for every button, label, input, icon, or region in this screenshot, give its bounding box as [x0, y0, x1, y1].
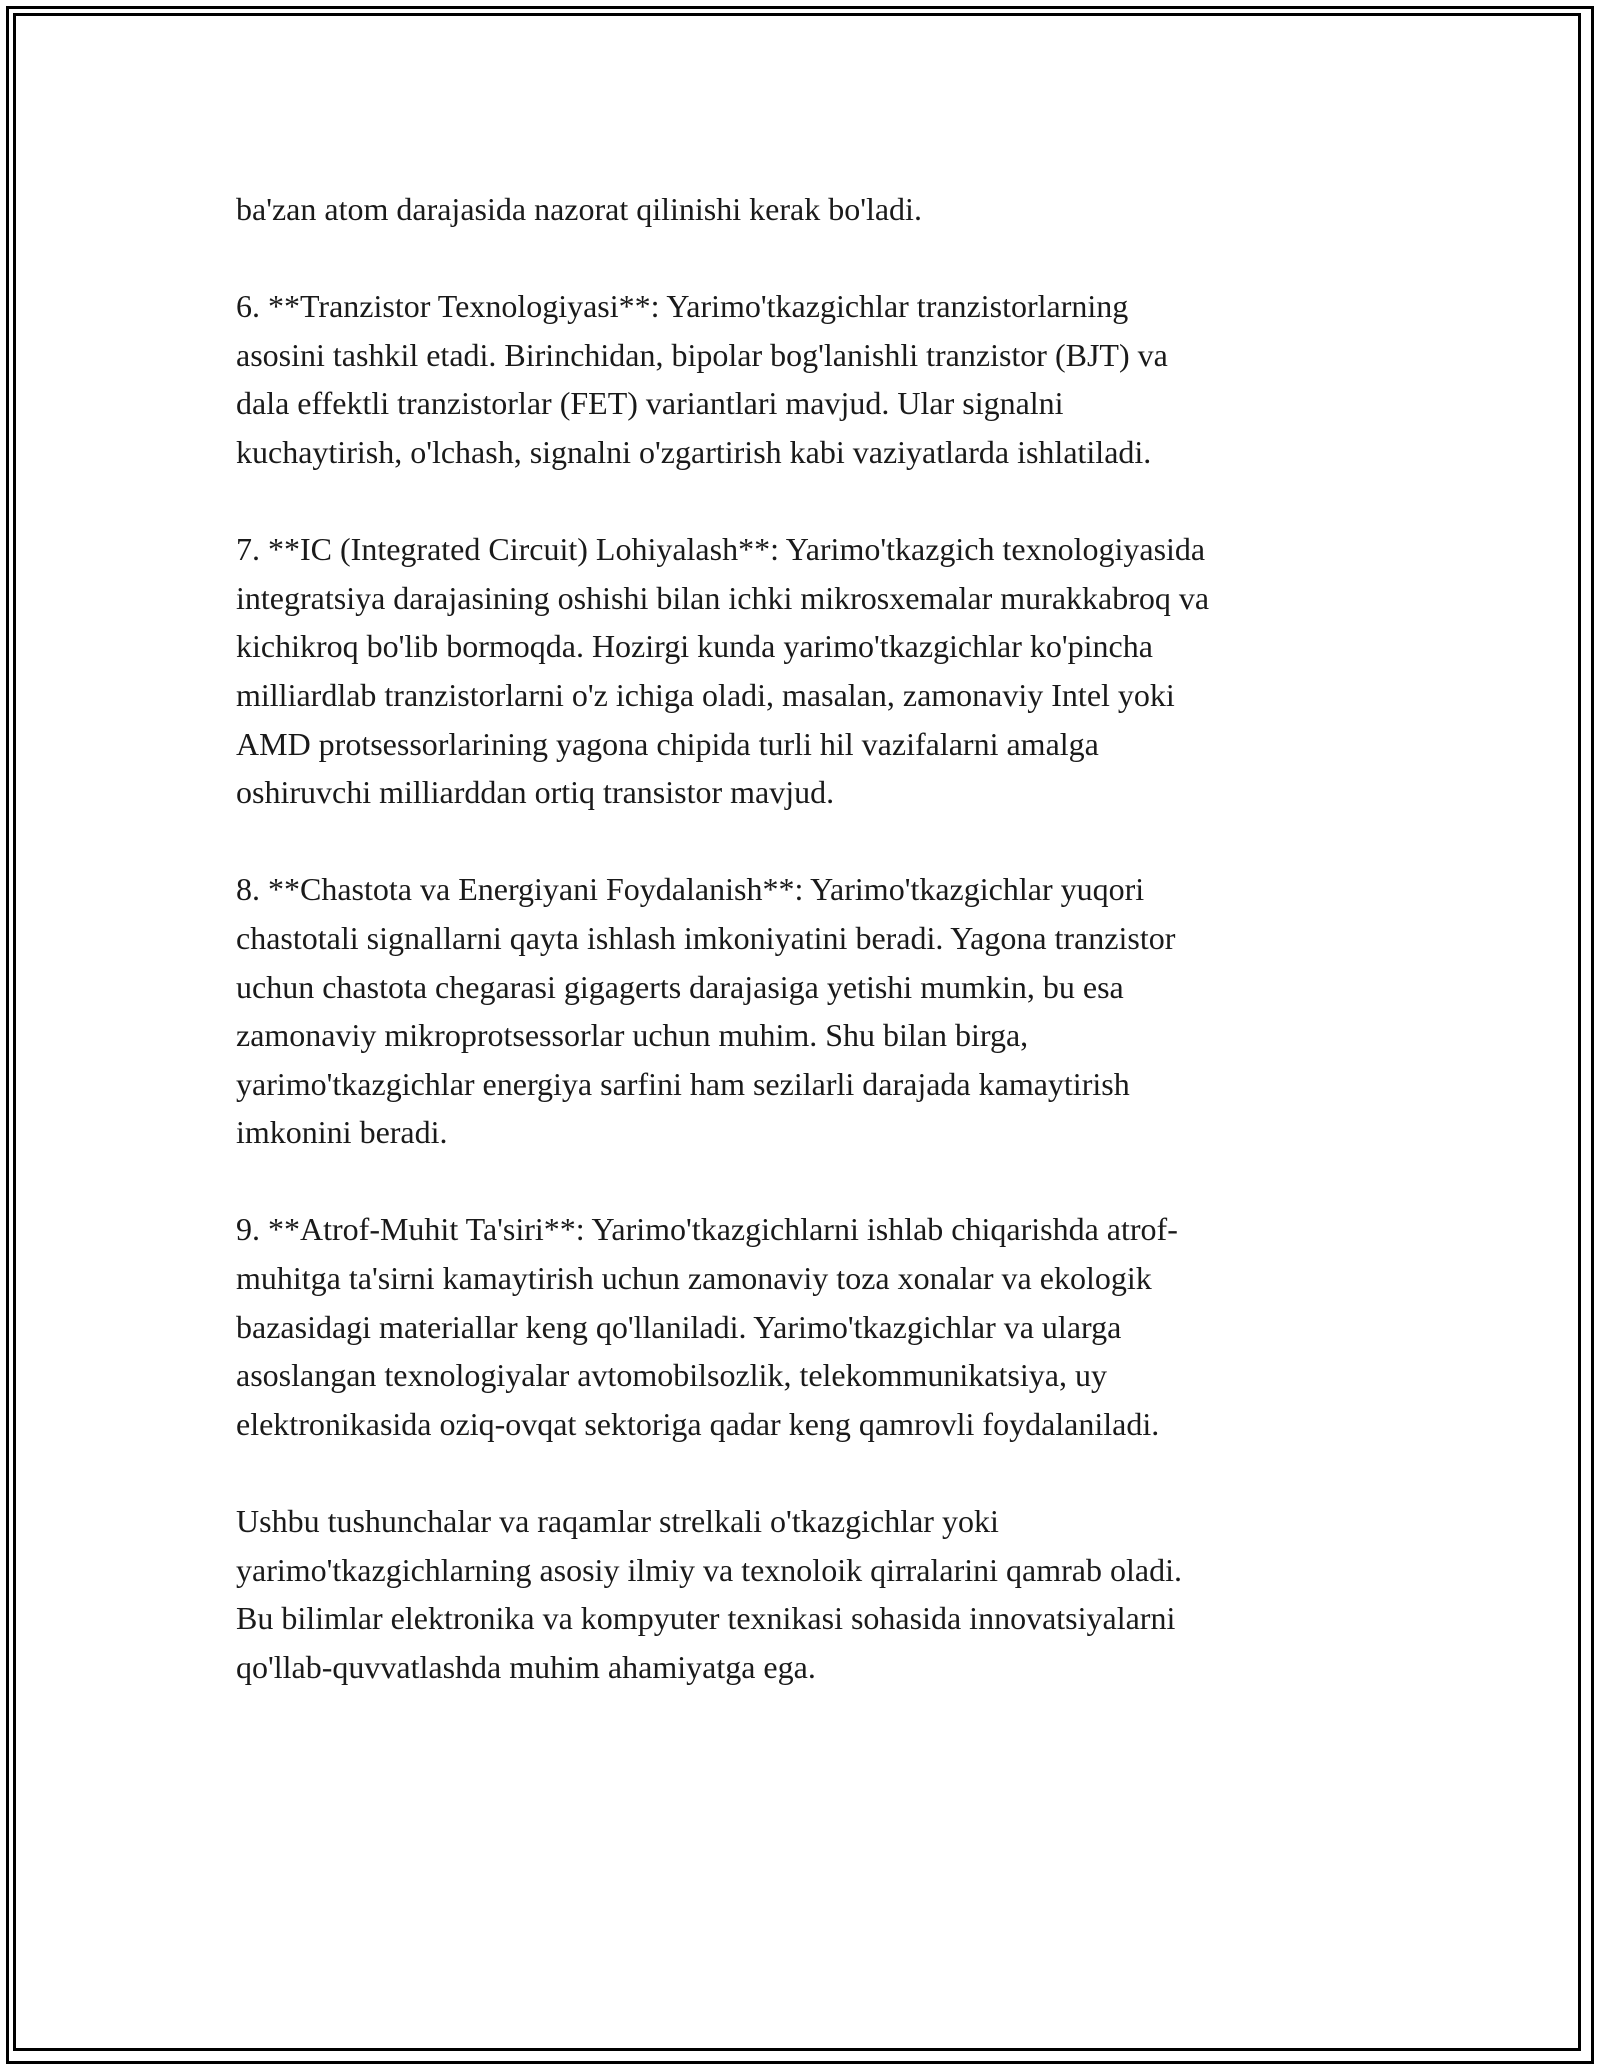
text-line: milliardlab tranzistorlarni o'z ichiga oladi, masalan, zamonaviy Intel yoki [236, 676, 1175, 713]
text-line: ba'zan atom darajasida nazorat qilinishi kerak bo'ladi. [236, 191, 922, 227]
text-line: Bu bilimlar elektronika va kompyuter texnikasi sohasida innovatsiyalarni [236, 1600, 1176, 1637]
text-line: zamonaviy mikroprotsessorlar uchun muhim. Shu bilan birga, [236, 1017, 1029, 1054]
text-line: 7. **IC (Integrated Circuit) Lohiyalash**: Yarimo'tkazgich texnologiyasida [236, 531, 1206, 568]
text-line: asosini tashkil etadi. Birinchidan, bipolar bog'lanishli tranzistor (BJT) va [236, 336, 1168, 373]
text-line: imkonini beradi. [236, 1114, 448, 1151]
text-line: yarimo'tkazgichlarning asosiy ilmiy va texnoloik qirralarini qamrab oladi. [236, 1551, 1182, 1588]
text-line: qo'llab-quvvatlashda muhim ahamiyatga ega. [236, 1648, 816, 1685]
document-body [236, 185, 1366, 1740]
text-line: AMD protsessorlarining yagona chipida turli hil vazifalarni amalga [236, 725, 1099, 762]
text-line: 8. **Chastota va Energiyani Foydalanish**: Yarimo'tkazgichlar yuqori [236, 871, 1145, 908]
text-line: elektronikasida oziq-ovqat sektoriga qadar keng qamrovli foydalaniladi. [236, 1405, 1160, 1442]
text-line: asoslangan texnologiyalar avtomobilsozlik, telekommunikatsiya, uy [236, 1357, 1107, 1394]
text-line: chastotali signallarni qayta ishlash imkoniyatini beradi. Yagona tranzistor [236, 919, 1176, 956]
text-line: dala effektli tranzistorlar (FET) variantlari mavjud. Ular signalni [236, 385, 1064, 422]
paragraph-atrof-muhit [236, 1205, 1366, 1448]
text-line: kuchaytirish, o'lchash, signalni o'zgartirish kabi vaziyatlarda ishlatiladi. [236, 433, 1152, 470]
text-line: yarimo'tkazgichlar energiya sarfini ham sezilarli darajada kamaytirish [236, 1065, 1130, 1102]
paragraph-continuation [236, 185, 1366, 234]
text-line: 6. **Tranzistor Texnologiyasi**: Yarimo'tkazgichlar tranzistorlarning [236, 288, 1129, 325]
text-line: bazasidagi materiallar keng qo'llaniladi. Yarimo'tkazgichlar va ularga [236, 1308, 1122, 1345]
paragraph-ic-lohiyalash [236, 525, 1366, 817]
text-line: 9. **Atrof-Muhit Ta'siri**: Yarimo'tkazgichlarni ishlab chiqarishda atrof- [236, 1211, 1178, 1248]
paragraph-chastota-energiya [236, 865, 1366, 1157]
text-line: muhitga ta'sirni kamaytirish uchun zamonaviy toza xonalar va ekologik [236, 1260, 1152, 1297]
paragraph-conclusion [236, 1497, 1366, 1691]
paragraph-tranzistor-texnologiyasi [236, 282, 1366, 476]
text-line: integratsiya darajasining oshishi bilan ichki mikrosxemalar murakkabroq va [236, 579, 1210, 616]
text-line: kichikroq bo'lib bormoqda. Hozirgi kunda yarimo'tkazgichlar ko'pincha [236, 628, 1153, 665]
text-line: Ushbu tushunchalar va raqamlar strelkali o'tkazgichlar yoki [236, 1503, 999, 1540]
text-line: oshiruvchi milliarddan ortiq transistor mavjud. [236, 774, 835, 811]
text-line: uchun chastota chegarasi gigagerts darajasiga yetishi mumkin, bu esa [236, 968, 1124, 1005]
